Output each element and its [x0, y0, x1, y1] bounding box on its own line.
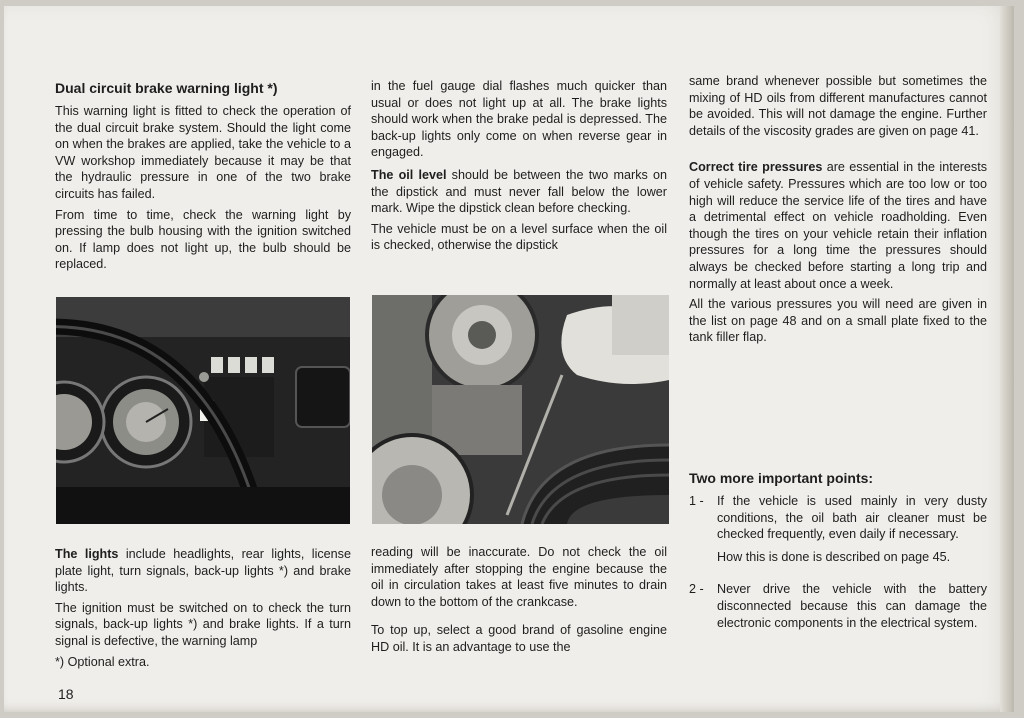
brake-warning-paragraph-2: From time to time, check the warning light by pressing the bulb housing with the ignition switched on. If lamp does not light up, the bulb should be replaced.	[55, 207, 351, 272]
lights-text: include headlights, rear lights, license plate light, turn signals, back-up lights *) and brake lights.	[55, 547, 351, 595]
page-spine	[1000, 6, 1014, 712]
brake-warning-paragraph-1: This warning light is fitted to check the operation of the dual circuit brake system. Should the light come on when the brakes are applied, take the vehicle to a VW workshop immediately because it may be that the hydraulic pressure in one of the two brake circuits has failed.	[55, 104, 351, 201]
point-1-text: If the vehicle is used mainly in very dusty conditions, the oil bath air cleaner must be checked frequently, even daily if necessary.	[717, 494, 987, 542]
point-1-reference: How this is done is described on page 45.	[717, 549, 951, 564]
column-1-top	[55, 79, 351, 277]
lights-paragraph	[55, 546, 351, 596]
point-1-number: 1 -	[689, 494, 704, 508]
manual-page	[4, 6, 1014, 712]
pressure-list-paragraph: All the various pressures you will need are given in the list on page 48 and on a small plate fixed to the tank filler flap.	[689, 297, 987, 345]
column-3-top	[689, 73, 987, 350]
point-2-number: 2 -	[689, 582, 704, 597]
level-surface-paragraph: The vehicle must be on a level surface when the oil is checked, otherwise the dipstick	[371, 221, 667, 253]
tire-pressure-paragraph	[689, 159, 987, 292]
column-2-bottom	[371, 544, 667, 660]
dipstick-reading-paragraph: reading will be inaccurate. Do not check the oil immediately after stopping the engine because the oil in circulation takes at least five minutes to drain down to the bottom of the crankcase.	[371, 545, 667, 609]
footnote-optional-extra: *) Optional extra.	[55, 654, 150, 669]
important-points-heading: Two more important points:	[689, 470, 874, 486]
hd-oil-paragraph: same brand whenever possible but sometimes the mixing of HD oils from different manufactures cannot be avoided. This will not damage the engine. Further details of the viscosity grades are given on page 41.	[689, 74, 987, 138]
dashboard-photo	[56, 297, 350, 524]
oil-level-lead: The oil level	[371, 167, 447, 182]
tire-pressure-text: are essential in the interests of vehicle safety. Pressures which are too low or too high will reduce the service life of the tires and have a detrimental effect on vehicle roadholding. Even though the tires on your vehicle retain their inflation pressures for a long time the pressures should always be checked before starting a long trip and normally at least about once a week.	[689, 160, 987, 291]
oil-level-text: should be between the two marks on the dipstick and must never fall below the lower mark. Wipe the dipstick clean before checking.	[371, 167, 667, 216]
column-1-bottom	[55, 546, 351, 674]
list-item	[689, 581, 987, 637]
lights-lead: The lights	[55, 547, 119, 561]
point-2-text: Never drive the vehicle with the battery disconnected because this can damage the electronic components in the electrical system.	[717, 582, 987, 630]
oil-level-paragraph	[371, 167, 667, 217]
top-up-paragraph: To top up, select a good brand of gasoline engine HD oil. It is an advantage to use the	[371, 623, 667, 654]
engine-dipstick-photo	[372, 295, 669, 524]
list-item	[689, 493, 987, 571]
column-2-top	[371, 78, 667, 258]
brake-warning-heading: Dual circuit brake warning light *)	[55, 80, 278, 96]
lights-continued-paragraph: in the fuel gauge dial flashes much quicker than usual or does not light up at all. The brake lights should work when the brake pedal is depressed. The back-up lights only come on when reverse gear in engaged.	[371, 79, 667, 160]
column-3-bottom	[689, 469, 987, 647]
ignition-paragraph: The ignition must be switched on to check the turn signals, back-up lights *) and brake lights. If a turn signal is defective, the warning lamp	[55, 600, 351, 648]
important-points-list	[689, 493, 987, 637]
page-number: 18	[58, 686, 74, 702]
tire-pressure-lead: Correct tire pressures	[689, 160, 823, 175]
